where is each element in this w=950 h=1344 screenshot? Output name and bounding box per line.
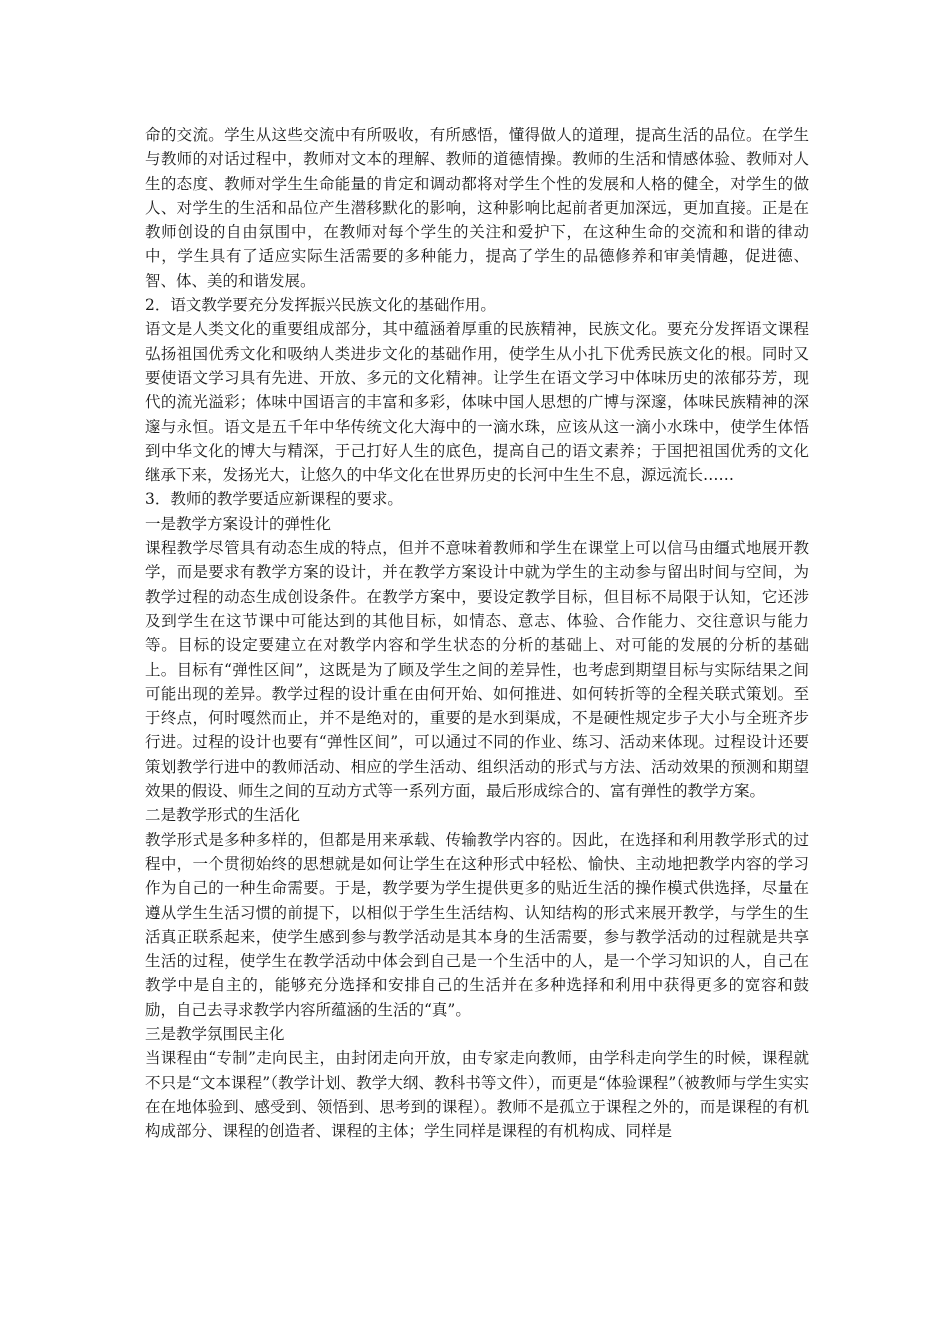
section-heading-3: 3．教师的教学要适应新课程的要求。	[145, 490, 403, 509]
subheading-life-oriented-form: 二是教学形式的生活化	[145, 806, 301, 825]
paragraph-flexible-design: 课程教学尽管具有动态生成的特点，但并不意味着教师和学生在课堂上可以信马由缰式地展开教学，而是要求有教学方案的设计，并在教学方案设计中就为学生的主动参与留出时间与空间，为教学过程的动态生成创设条件。在教学方案中，要设定教学目标，但目标不局限于认知，它还涉及到学生在这节课中可能达到的其他目标，如情态、意志、体验、合作能力、交往意识与能力等。目标的设定要建立在对教学内容和学生状态的分析的基础上、对可能的发展的分析的基础上。目标有“弹性区间”，这既是为了顾及学生之间的差异性，也考虑到期望目标与实际结果之间可能出现的差异。教学过程的设计重在由何开始、如何推进、如何转折等的全程关联式策划。至于终点，何时嘎然而止，并不是绝对的，重要的是水到渠成，不是硬性规定步子大小与全班齐步行进。过程的设计也要有“弹性区间”，可以通过不同的作业、练习、活动来体现。过程设计还要策划教学行进中的教师活动、相应的学生活动、组织活动的形式与方法、活动效果的预测和期望效果的假设、师生之间的互动方式等一系列方面，最后形成综合的、富有弹性的教学方案。	[145, 539, 809, 801]
paragraph-national-culture: 语文是人类文化的重要组成部分，其中蕴涵着厚重的民族精神，民族文化。要充分发挥语文课程弘扬祖国优秀文化和吸纳人类进步文化的基础作用，使学生从小扎下优秀民族文化的根。同时又要使语文学习具有先进、开放、多元的文化精神。让学生在语文学习中体味历史的浓郁芬芳，现代的流光溢彩；体味中国语言的丰富和多彩，体味中国人思想的广博与深邃，体味民族精神的深邃与永恒。语文是五千年中华传统文化大海中的一滴水珠，应该从这一滴小水珠中，使学生体悟到中华文化的博大与精深，于己打好人生的底色，提高自己的语文素养；于国把祖国优秀的文化继承下来，发扬光大，让悠久的中华文化在世界历史的长河中生生不息，源远流长……	[145, 320, 809, 485]
paragraph-democratic-atmosphere: 当课程由“专制”走向民主，由封闭走向开放，由专家走向教师，由学科走向学生的时候，课程就不只是“文本课程”（教学计划、教学大纲、教科书等文件），而更是“体验课程”（被教师与学生实实在在地体验到、感受到、领悟到、思考到的课程）。教师不是孤立于课程之外的，而是课程的有机构成部分、课程的创造者、课程的主体；学生同样是课程的有机构成、同样是	[145, 1049, 809, 1141]
section-heading-2: 2．语文教学要充分发挥振兴民族文化的基础作用。	[145, 296, 496, 315]
document-body	[145, 123, 809, 1143]
paragraph-continuation: 命的交流。学生从这些交流中有所吸收，有所感悟，懂得做人的道理，提高生活的品位。在学生与教师的对话过程中，教师对文本的理解、教师的道德情操。教师的生活和情感体验、教师对人生的态度、教师对学生生命能量的肯定和调动都将对学生个性的发展和人格的健全，对学生的做人、对学生的生活和品位产生潜移默化的影响，这种影响比起前者更加深远，更加直接。正是在教师创设的自由氛围中，在教师对每个学生的关注和爱护下，在这种生命的交流和和谐的律动中，学生具有了适应实际生活需要的多种能力，提高了学生的品德修养和审美情趣，促进德、智、体、美的和谐发展。	[145, 126, 809, 290]
paragraph-life-oriented-form: 教学形式是多种多样的，但都是用来承载、传输教学内容的。因此，在选择和利用教学形式的过程中，一个贯彻始终的思想就是如何让学生在这种形式中轻松、愉快、主动地把教学内容的学习作为自己的一种生命需要。于是，教学要为学生提供更多的贴近生活的操作模式供选择，尽量在遵从学生生活习惯的前提下，以相似于学生生活结构、认知结构的形式来展开教学，与学生的生活真正联系起来，使学生感到参与教学活动是其本身的生活需要，参与教学活动的过程就是共享生活的过程，使学生在教学活动中体会到自己是一个生活中的人，是一个学习知识的人，自己在教学中是自主的，能够充分选择和安排自己的生活并在多种选择和利用中获得更多的宽容和鼓励，自己去寻求教学内容所蕴涵的生活的“真”。	[145, 830, 809, 1019]
subheading-democratic-atmosphere: 三是教学氛围民主化	[145, 1024, 285, 1043]
subheading-flexible-design: 一是教学方案设计的弹性化	[145, 514, 332, 533]
